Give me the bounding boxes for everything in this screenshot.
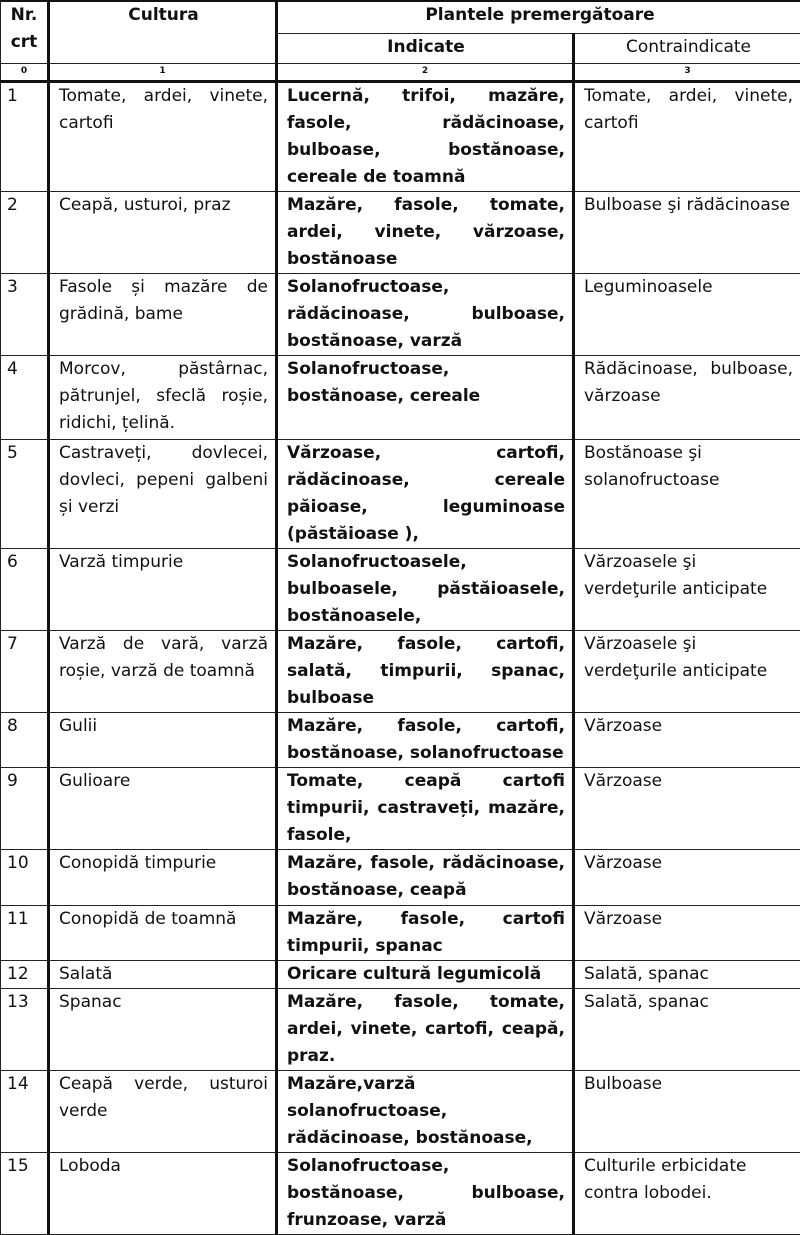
row-cultura: Morcov, păstârnac, pătrunjel, sfeclă roșie, ridichi, țelină.: [49, 355, 277, 439]
row-cultura: Castraveți, dovlecei, dovleci, pepeni galbeni și verzi: [49, 439, 277, 548]
table-row: [1, 355, 800, 439]
row-cultura: Ceapă, usturoi, praz: [49, 191, 277, 273]
table-row: [1, 273, 800, 355]
row-cultura: Varză de vară, varză roșie, varză de toamnă: [49, 630, 277, 712]
header-indicate: Indicate: [277, 33, 574, 63]
table-row: [1, 1152, 800, 1234]
row-cultura: Fasole și mazăre de grădină, bame: [49, 273, 277, 355]
row-cultura: Tomate, ardei, vinete, cartofi: [49, 81, 277, 191]
table-row: [1, 767, 800, 849]
row-contraindicate: Salată, spanac: [574, 960, 800, 988]
table-row: [1, 191, 800, 273]
row-contraindicate: Vărzoasele şi verdeţurile anticipate: [574, 630, 800, 712]
row-indicate: Oricare cultură legumicolă: [277, 960, 574, 988]
index-col-2: 2: [277, 63, 574, 81]
row-nr: 6: [1, 548, 49, 630]
header-cultura: Cultura: [49, 1, 277, 63]
row-nr: 9: [1, 767, 49, 849]
header-nr-line1: Nr.: [1, 2, 47, 29]
row-cultura: Spanac: [49, 988, 277, 1070]
row-nr: 15: [1, 1152, 49, 1234]
index-col-1: 1: [49, 63, 277, 81]
header-contraindicate: Contraindicate: [574, 33, 800, 63]
row-indicate: Mazăre, fasole, cartofi, bostănoase, solanofructoase: [277, 712, 574, 767]
row-indicate: Mazăre, fasole, rădăcinoase, bostănoase, ceapă: [277, 849, 574, 905]
row-cultura: Gulii: [49, 712, 277, 767]
row-indicate: Mazăre, fasole, cartofi timpurii, spanac: [277, 905, 574, 960]
table-row: [1, 439, 800, 548]
header-nr-crt: [1, 1, 49, 63]
row-nr: 3: [1, 273, 49, 355]
row-contraindicate: Vărzoase: [574, 849, 800, 905]
row-nr: 5: [1, 439, 49, 548]
row-indicate: Solanofructoase, bostănoase, bulboase, frunzoase, varză: [277, 1152, 574, 1234]
row-indicate: Solanofructoase, rădăcinoase, bulboase, bostănoase, varză: [277, 273, 574, 355]
row-contraindicate: Bulboase: [574, 1070, 800, 1152]
table-row: [1, 1070, 800, 1152]
row-indicate: Mazăre,varză solanofructoase, rădăcinoase, bostănoase,: [277, 1070, 574, 1152]
row-cultura: Conopidă timpurie: [49, 849, 277, 905]
table-row: [1, 849, 800, 905]
row-indicate: Mazăre, fasole, tomate, ardei, vinete, vărzoase, bostănoase: [277, 191, 574, 273]
row-nr: 10: [1, 849, 49, 905]
row-nr: 8: [1, 712, 49, 767]
row-nr: 2: [1, 191, 49, 273]
index-col-0: 0: [1, 63, 49, 81]
row-cultura: Varză timpurie: [49, 548, 277, 630]
row-contraindicate: Bulboase şi rădăcinoase: [574, 191, 800, 273]
row-indicate: Solanofructoasele, bulboasele, păstăioasele, bostănoasele,: [277, 548, 574, 630]
table-row: [1, 905, 800, 960]
table-row: [1, 960, 800, 988]
row-nr: 4: [1, 355, 49, 439]
index-col-3: 3: [574, 63, 800, 81]
row-contraindicate: Rădăcinoase, bulboase, vărzoase: [574, 355, 800, 439]
table-row: [1, 630, 800, 712]
row-cultura: Ceapă verde, usturoi verde: [49, 1070, 277, 1152]
table-row: [1, 988, 800, 1070]
table-row: [1, 712, 800, 767]
row-cultura: Conopidă de toamnă: [49, 905, 277, 960]
row-indicate: Mazăre, fasole, tomate, ardei, vinete, cartofi, ceapă, praz.: [277, 988, 574, 1070]
row-contraindicate: Vărzoase: [574, 712, 800, 767]
row-nr: 7: [1, 630, 49, 712]
table-row: [1, 548, 800, 630]
row-cultura: Loboda: [49, 1152, 277, 1234]
row-indicate: Tomate, ceapă cartofi timpurii, castraveți, mazăre, fasole,: [277, 767, 574, 849]
row-contraindicate: Vărzoase: [574, 767, 800, 849]
row-indicate: Solanofructoase, bostănoase, cereale: [277, 355, 574, 439]
row-contraindicate: Bostănoase şi solanofructoase: [574, 439, 800, 548]
row-nr: 1: [1, 81, 49, 191]
row-nr: 11: [1, 905, 49, 960]
row-contraindicate: Tomate, ardei, vinete, cartofi: [574, 81, 800, 191]
row-indicate: Lucernă, trifoi, mazăre, fasole, rădăcinoase, bulboase, bostănoase, cereale de toamnă: [277, 81, 574, 191]
header-nr-line2: crt: [1, 29, 47, 56]
table-row: [1, 81, 800, 191]
row-indicate: Mazăre, fasole, cartofi, salată, timpurii, spanac, bulboase: [277, 630, 574, 712]
header-plantele-premergatoare: Plantele premergătoare: [277, 1, 800, 33]
row-contraindicate: Culturile erbicidate contra lobodei.: [574, 1152, 800, 1234]
row-contraindicate: Vărzoasele şi verdeţurile anticipate: [574, 548, 800, 630]
row-nr: 12: [1, 960, 49, 988]
row-nr: 13: [1, 988, 49, 1070]
row-cultura: Salată: [49, 960, 277, 988]
row-contraindicate: Leguminoasele: [574, 273, 800, 355]
row-indicate: Vărzoase, cartofi, rădăcinoase, cereale păioase, leguminoase (păstăioase ),: [277, 439, 574, 548]
row-contraindicate: Salată, spanac: [574, 988, 800, 1070]
row-cultura: Gulioare: [49, 767, 277, 849]
row-nr: 14: [1, 1070, 49, 1152]
row-contraindicate: Vărzoase: [574, 905, 800, 960]
